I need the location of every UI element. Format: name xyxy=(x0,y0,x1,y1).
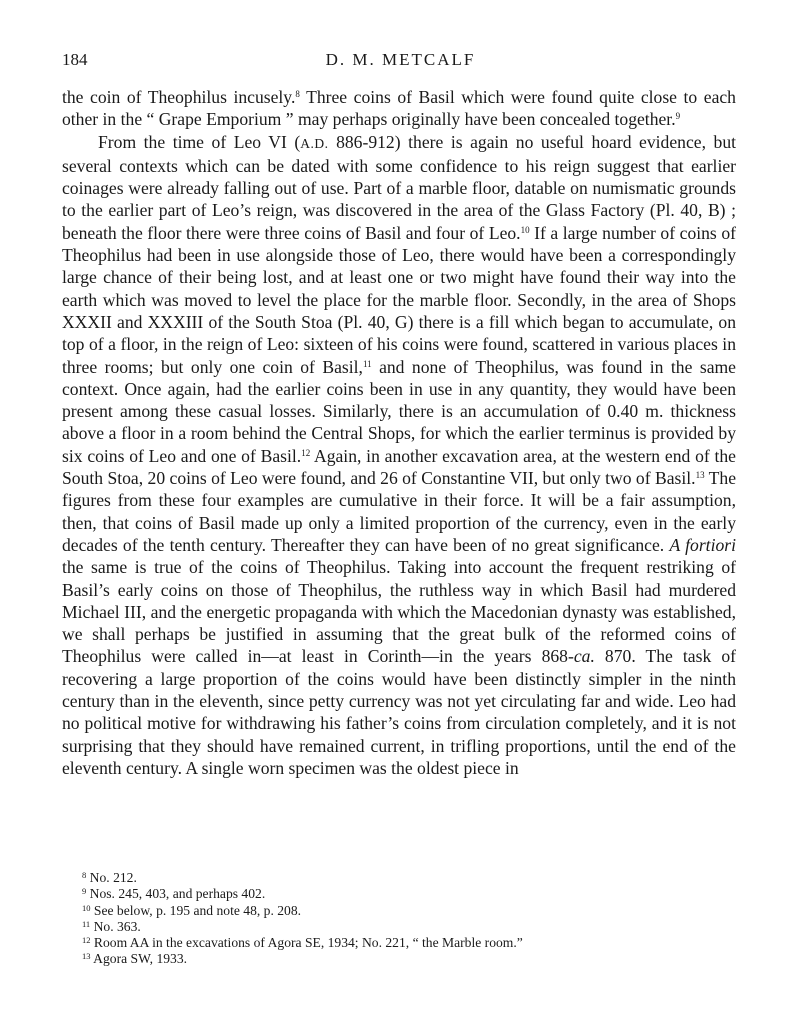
text-span: 870. The task of recovering a large proportion of the coins would have been distinctly simpler in the ninth century than in the eleventh, since petty currency was not yet circulating far and wide. Leo had no political motive for withdrawing his father’s coins from circulation completely, and it is not surprising that they should have remained current, in trifling proportions, until the end of the eleventh century. A single worn specimen was the oldest piece in xyxy=(62,646,736,778)
footnote-text: Room AA in the excavations of Agora SE, 1934; No. 221, “ the Marble room.” xyxy=(93,935,523,951)
footnote-text: Nos. 245, 403, and perhaps 402. xyxy=(89,886,266,902)
footnote-ref-8: 8 xyxy=(295,89,300,99)
footnote-ref-13: 13 xyxy=(695,470,705,481)
footnote-8 xyxy=(82,870,742,886)
footnote-number: 9 xyxy=(82,886,87,897)
text-span: If a large number of coins of Theophilus had been in use alongside those of Leo, there would have been a correspondingly large chance of their being lost, and at least one or two might have found their way into the earth which was moved to level the place for the marble floor. Secondly, in the area of Shops XXXII and XXXIII of the South Stoa (Pl. 40, G) there is a fill which began to accumulate, on top of a floor, in the reign of Leo: sixteen of his coins were found, scattered in various places in three rooms; but only one coin of Basil, xyxy=(62,222,736,377)
footnote-ref-10: 10 xyxy=(520,224,530,235)
footnote-9 xyxy=(82,886,742,902)
footnote-text: See below, p. 195 and note 48, p. 208. xyxy=(93,902,302,918)
text-span: and none of Theophilus, was found in the same context. Once again, had the earlier coins been in use in any quantity, they would have been present among these casual losses. Similarly, there is an accumulation of 0.40 m. thickness above a floor in a room behind the Central Shops, for which the earlier terminus is provided by six coins of Leo and one of Basil. xyxy=(62,356,736,466)
text-span: the coin of Theophilus incusely. xyxy=(62,87,296,107)
footnote-ref-12: 12 xyxy=(301,447,311,458)
body-text xyxy=(62,86,736,779)
paragraph-2 xyxy=(62,131,736,780)
footnote-number: 12 xyxy=(82,935,91,946)
footnote-number: 13 xyxy=(82,951,91,962)
footnote-13 xyxy=(82,951,742,967)
text-span: Three coins of Basil which were found quite close to each other in the “ Grape Emporium ” may perhaps originally have been concealed together. xyxy=(62,87,736,130)
footnote-11 xyxy=(82,919,742,935)
footnote-ref-11: 11 xyxy=(362,358,372,369)
footnote-number: 8 xyxy=(82,870,87,880)
footnote-ref-9: 9 xyxy=(675,111,681,122)
footnote-10 xyxy=(82,903,742,919)
text-span: 886-912) there is again no useful hoard evidence, but several contexts which can be dated with some confidence to his reign suggest that earlier coinages were already falling out of use. Part of a marble floor, datable on numismatic grounds to the earlier part of Leo’s reign, was discovered in the area of the Glass Factory (Pl. 40, B) ; beneath the floor there were three coins of Basil and four of Leo. xyxy=(62,131,737,243)
paragraph-1 xyxy=(62,86,736,131)
footnote-number: 10 xyxy=(82,902,91,913)
italic-abbreviation: ca. xyxy=(573,646,595,667)
footnotes xyxy=(82,870,742,968)
text-span: From the time of Leo VI ( xyxy=(98,131,301,152)
page-number: 184 xyxy=(62,50,88,69)
text-span: the same is true of the coins of Theophilus. Taking into account the frequent restriking of Basil’s early coins on those of Theophilus, the ruthless way in which Basil had murdered Michael III, and the energetic propaganda with which the Macedonian dynasty was established, we shall perhaps be justified in assuming that the great bulk of the reformed coins of Theophilus were called in—at least in Corinth—in the years 868- xyxy=(62,557,736,667)
text-span: Again, in another excavation area, at the western end of the South Stoa, 20 coins of Leo were found, and 26 of Constantine VII, but only two of Basil. xyxy=(62,445,736,489)
footnote-number: 11 xyxy=(82,918,91,929)
text-span: The figures from these four examples are cumulative in their force. It will be a fair assumption, then, that coins of Basil made up only a limited proportion of the currency, even in the early decades of the tenth century. Thereafter they can have been of no great significance. xyxy=(62,468,737,555)
footnote-text: No. 363. xyxy=(93,918,141,934)
era-abbreviation: A.D. xyxy=(300,135,329,151)
footnote-12 xyxy=(82,935,742,951)
footnote-text: Agora SW, 1933. xyxy=(93,951,188,967)
italic-phrase: A fortiori xyxy=(669,534,736,555)
running-head: D. M. METCALF xyxy=(325,50,476,69)
footnote-text: No. 212. xyxy=(89,870,137,885)
